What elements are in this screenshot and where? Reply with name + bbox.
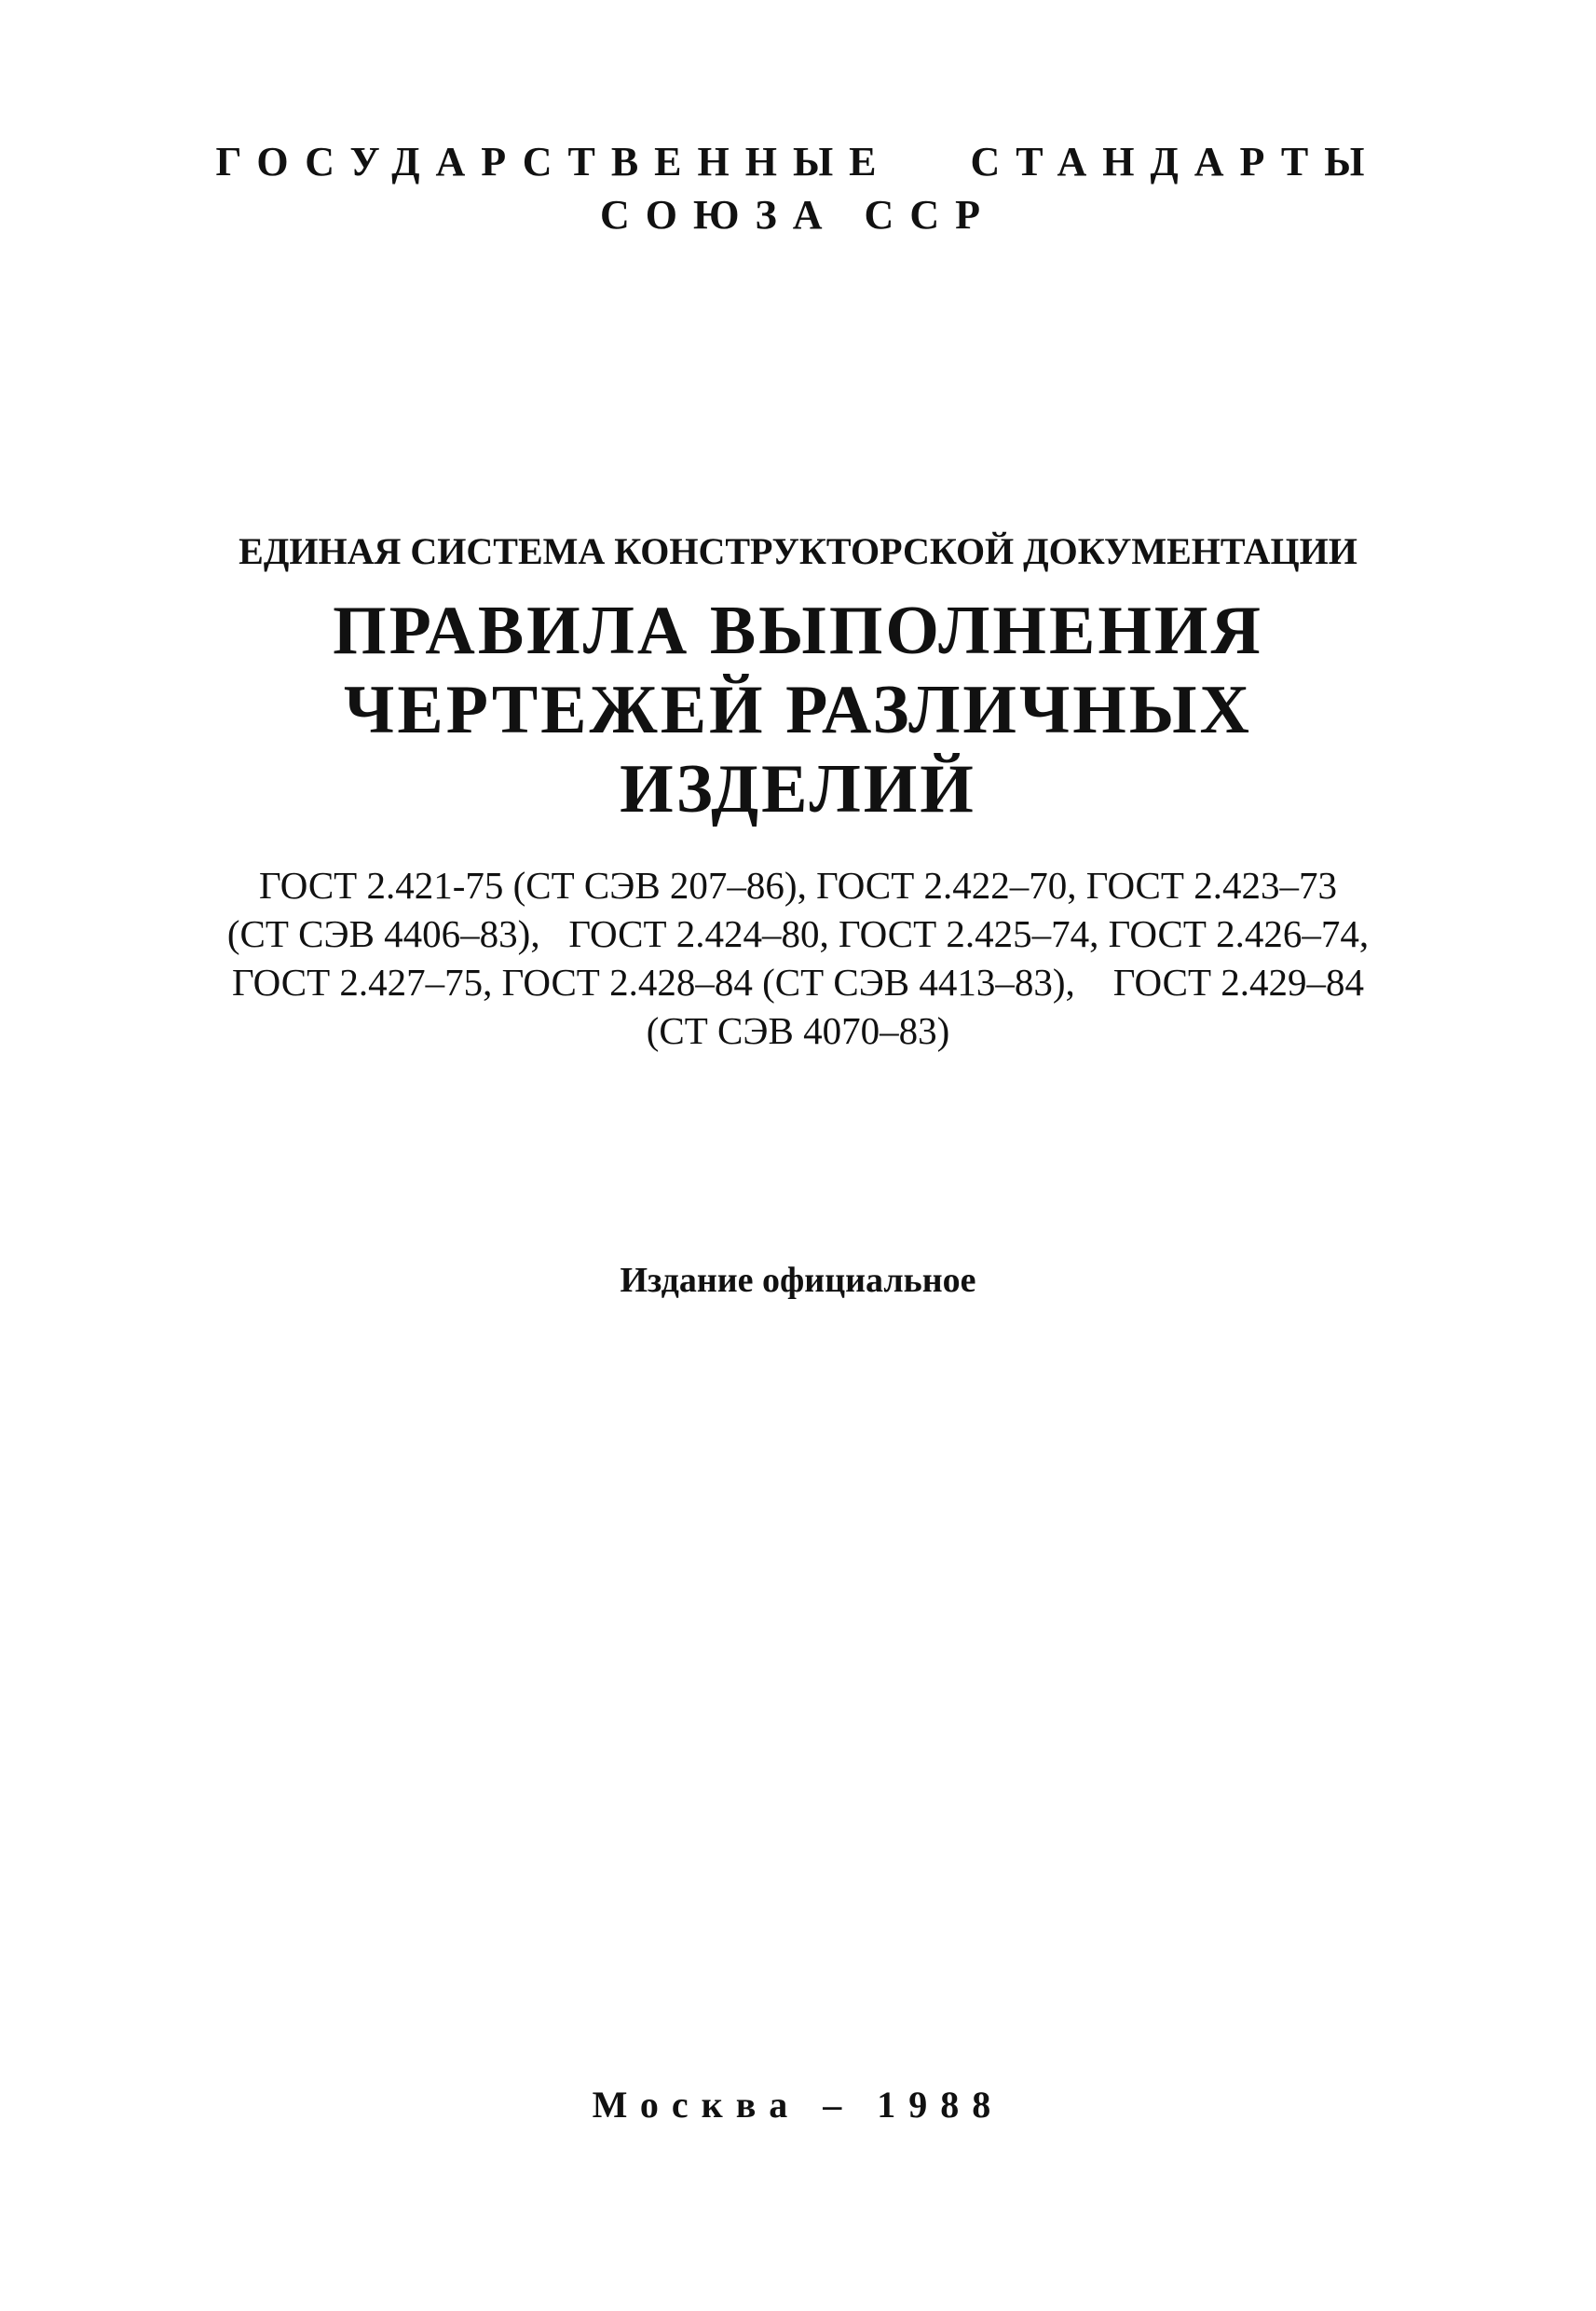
header-line-1: ГОСУДАРСТВЕННЫЕ СТАНДАРТЫ — [215, 139, 1381, 185]
main-title-line-1: ПРАВИЛА ВЫПОЛНЕНИЯ — [333, 593, 1263, 669]
standards-line-3: ГОСТ 2.427–75, ГОСТ 2.428–84 (СТ СЭВ 4413–83), ГОСТ 2.429–84 — [231, 961, 1364, 1004]
publication-place-year: Москва – 1988 — [592, 2084, 1004, 2126]
main-title-line-2: ЧЕРТЕЖЕЙ РАЗЛИЧНЫХ — [344, 672, 1252, 748]
standards-line-1: ГОСТ 2.421-75 (СТ СЭВ 207–86), ГОСТ 2.422–70, ГОСТ 2.423–73 — [259, 864, 1337, 907]
main-title-line-3: ИЗДЕЛИЙ — [620, 751, 976, 827]
edition-note: Издание официальное — [620, 1261, 976, 1300]
standards-line-4: (СТ СЭВ 4070–83) — [646, 1009, 950, 1052]
header-line-2: СОЮЗА ССР — [600, 192, 996, 238]
series-title: ЕДИНАЯ СИСТЕМА КОНСТРУКТОРСКОЙ ДОКУМЕНТАЦИИ — [239, 530, 1357, 572]
standards-line-2: (СТ СЭВ 4406–83), ГОСТ 2.424–80, ГОСТ 2.425–74, ГОСТ 2.426–74, — [226, 912, 1370, 955]
